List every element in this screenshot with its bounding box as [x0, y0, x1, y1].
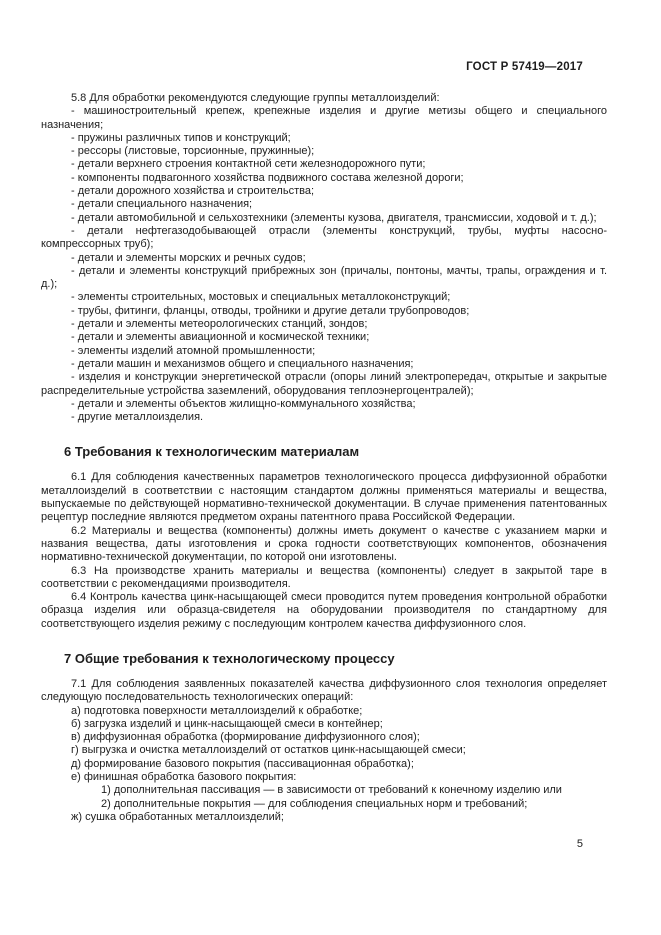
sub-list-item: 2) дополнительные покрытия — для соблюдения специальных норм и требований;	[101, 797, 528, 810]
page-number: 5	[576, 838, 583, 850]
list-item: а) подготовка поверхности металлоизделий к обработке;	[71, 704, 363, 717]
list-item: - детали и элементы конструкций прибрежных зон (причалы, понтоны, мачты, трапы, ограждения и т. д.);	[41, 264, 607, 291]
section-heading: 6 Требования к технологическим материалам	[64, 444, 360, 460]
list-item: - детали дорожного хозяйства и строительства;	[71, 185, 314, 198]
list-item: - детали нефтегазодобывающей отрасли (элементы конструкций, трубы, муфты насосно-компрессорных труб);	[41, 224, 607, 251]
list-item: - элементы изделий атомной промышленности;	[71, 344, 316, 357]
list-item: - другие металлоизделия.	[71, 411, 204, 424]
list-item: - детали специального назначения;	[71, 198, 253, 211]
list-item: - детали и элементы авиационной и космической техники;	[71, 331, 370, 344]
list-item: - элементы строительных, мостовых и специальных металлоконструкций;	[71, 291, 451, 304]
list-item: - детали и элементы морских и речных судов;	[71, 251, 306, 264]
list-item: д) формирование базового покрытия (пассивационная обработка);	[71, 757, 414, 770]
list-item: б) загрузка изделий и цинк-насыщающей смеси в контейнер;	[71, 717, 383, 730]
list-item: - компоненты подвагонного хозяйства подвижного состава железной дороги;	[71, 171, 464, 184]
list-item: - рессоры (листовые, торсионные, пружинные);	[71, 145, 315, 158]
list-item: - детали машин и механизмов общего и специального назначения;	[71, 357, 414, 370]
list-item: е) финишная обработка базового покрытия:	[71, 771, 297, 784]
list-item: - детали и элементы объектов жилищно-коммунального хозяйства;	[71, 397, 416, 410]
paragraph: 6.1 Для соблюдения качественных параметров технологического процесса диффузионной обработки металлоизделий в соответствии с настоящим стандартом должны применяться материалы и вещества, выпускаемые по действующей нормативно-технической документации. В случае применения патентованных рецептур последние являются предметом охраны патентного права Российской Федерации.	[41, 471, 607, 524]
paragraph: 6.2 Материалы и вещества (компоненты) должны иметь документ о качестве с указанием марки и названия вещества, даты изготовления и срока годности соответствующих компонентов, обозначения нормативно-технической документации, по которой они изготовлены.	[41, 524, 607, 564]
list-item: - изделия и конструкции энергетической отрасли (опоры линий электропередач, открытые и закрытые распределительные устройства заземлений, оборудования теплоэнергоцентралей);	[41, 371, 607, 397]
paragraph: 6.3 На производстве хранить материалы и вещества (компоненты) следует в закрытой таре в соответствии с рекомендациями производителя.	[41, 564, 607, 590]
section-heading: 7 Общие требования к технологическому процессу	[64, 650, 395, 666]
list-item: г) выгрузка и очистка металлоизделий от остатков цинк-насыщающей смеси;	[71, 744, 466, 757]
document-content	[41, 92, 607, 824]
paragraph: 5.8 Для обработки рекомендуются следующие группы металлоизделий:	[71, 92, 440, 104]
list-item: ж) сушка обработанных металлоизделий;	[71, 810, 284, 823]
list-item: - детали и элементы метеорологических станций, зондов;	[71, 318, 368, 331]
list-item: - пружины различных типов и конструкций;	[71, 131, 291, 144]
running-header: ГОСТ Р 57419—2017	[466, 61, 583, 73]
list-item: - детали верхнего строения контактной сети железнодорожного пути;	[71, 158, 426, 171]
sub-list-item: 1) дополнительная пассивация — в зависимости от требований к конечному изделию или	[101, 784, 562, 797]
list-item: - детали автомобильной и сельхозтехники (элементы кузова, двигателя, трансмиссии, ходовой и т. д.);	[71, 211, 597, 224]
paragraph: 6.4 Контроль качества цинк-насыщающей смеси проводится путем проведения контрольной обработки образца изделия или образца-свидетеля на оборудовании производителя по стандартному для соответствующего изделия режиму с последующим контролем качества диффузионного слоя.	[41, 591, 607, 630]
list-item: в) диффузионная обработка (формирование диффузионного слоя);	[71, 731, 420, 744]
list-item: - машиностроительный крепеж, крепежные изделия и другие метизы общего и специального назначения;	[41, 105, 607, 131]
paragraph: 7.1 Для соблюдения заявленных показателей качества диффузионного слоя технология определяет следующую последовательность технологических операций:	[41, 677, 607, 704]
list-item: - трубы, фитинги, фланцы, отводы, тройники и другие детали трубопроводов;	[71, 304, 470, 317]
